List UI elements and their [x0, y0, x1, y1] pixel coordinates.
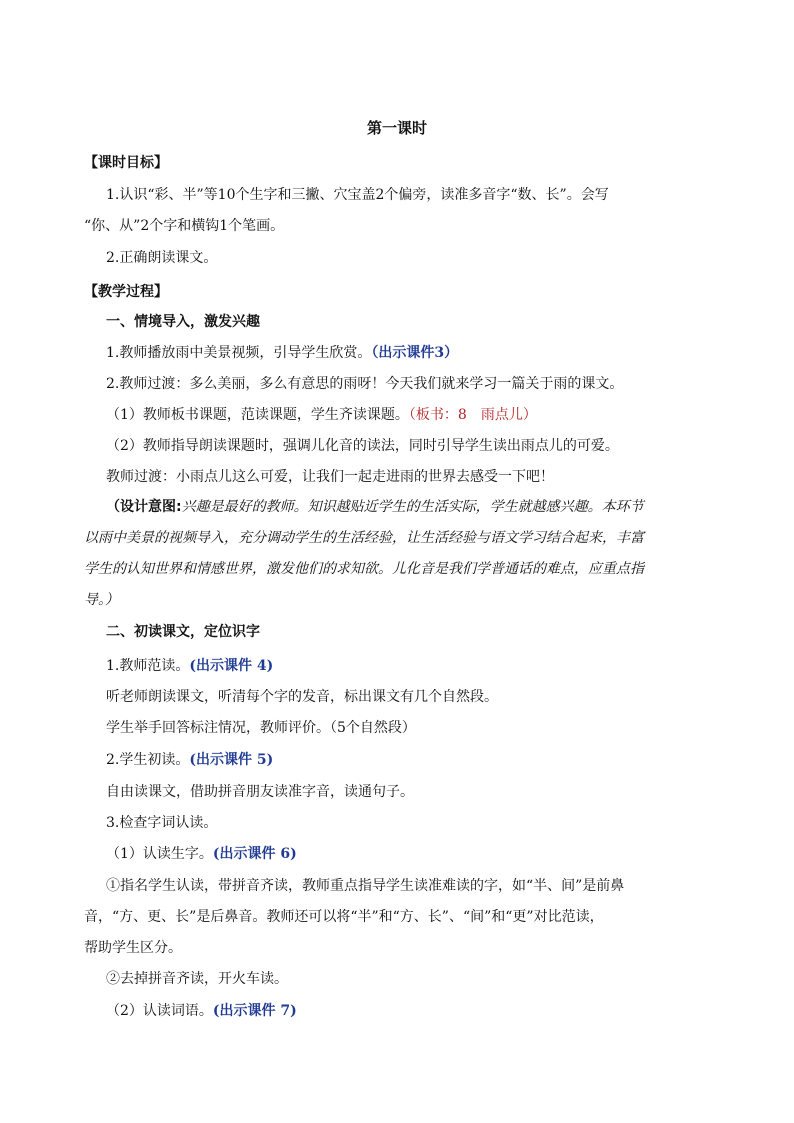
objective-1-line-1: 1.认识“彩、半”等10个生字和三撇、穴宝盖2个偏旁，读准多音字“数、长”。会写	[106, 187, 609, 203]
step-m1-text: 1.教师范读。	[106, 658, 190, 674]
step-m2: 听老师朗读课文，听清每个字的发音，标出课文有几个自然段。	[106, 689, 498, 705]
courseware-tag: (出示课件 5)	[189, 752, 274, 768]
step-2-2: （2）教师指导朗读课题时，强调儿化音的读法，同时引导学生读出雨点儿的可爱。	[106, 438, 619, 454]
step-m1	[106, 656, 273, 676]
subsection-heading-1: 一、情境导入，激发兴趣	[106, 314, 260, 330]
step-2-1	[106, 405, 537, 425]
step-1	[106, 343, 458, 363]
design-intent-label: （设计意图:	[106, 499, 182, 515]
design-intent-line-4: 导。）	[84, 592, 119, 608]
courseware-tag: (出示课件 6)	[212, 846, 297, 862]
page-title: 第一课时	[366, 119, 427, 137]
step-m6: 3.检查字词认读。	[106, 815, 218, 831]
step-m10-text: （2）认读词语。	[106, 1003, 213, 1019]
design-intent-line-2: 以雨中美景的视频导入，充分调动学生的生活经验，让生活经验与语文学习结合起来，丰富	[84, 530, 644, 546]
section-heading-process: 【教学过程】	[84, 284, 168, 300]
step-2-1-text: （1）教师板书课题，范读课题，学生齐读课题。	[106, 407, 409, 423]
step-m4-text: 2.学生初读。	[106, 752, 190, 768]
step-m3: 学生举手回答标注情况，教师评价。（5个自然段）	[106, 720, 416, 736]
step-1-text: 1.教师播放雨中美景视频，引导学生欣赏。	[106, 345, 372, 361]
subsection-heading-2: 二、初读课文，定位识字	[106, 624, 260, 640]
step-m7-text: （1）认读生字。	[106, 846, 213, 862]
teacher-transition: 教师过渡：小雨点儿这么可爱，让我们一起走进雨的世界去感受一下吧！	[106, 469, 554, 485]
step-m7	[106, 844, 297, 864]
step-m5: 自由读课文，借助拼音朋友读准字音，读通句子。	[106, 784, 414, 800]
step-m8-line-2: 音，“方、更、长”是后鼻音。教师还可以将“半”和“方、长”、“间”和“更”对比范读，	[84, 909, 604, 925]
design-intent-text-1: 兴趣是最好的教师。知识越贴近学生的生活实际，学生就越感兴趣。本环节	[181, 499, 644, 515]
step-m4	[106, 750, 273, 770]
objective-2: 2.正确朗读课文。	[106, 250, 218, 266]
objective-1-line-2: “你、从”2个字和横钩1个笔画。	[84, 218, 285, 234]
design-intent-line-1	[106, 497, 644, 517]
section-heading-objectives: 【课时目标】	[84, 155, 168, 171]
step-m8-line-1: ①指名学生认读，带拼音齐读，教师重点指导学生读准难读的字，如“半、间”是前鼻	[106, 878, 625, 894]
step-2: 2.教师过渡：多么美丽，多么有意思的雨呀！今天我们就来学习一篇关于雨的课文。	[106, 376, 624, 392]
step-m8-line-3: 帮助学生区分。	[84, 940, 182, 956]
step-m10	[106, 1001, 297, 1021]
blackboard-tag: （板书：8 雨点儿）	[408, 407, 537, 423]
courseware-tag: （出示课件3）	[371, 345, 459, 361]
step-m9: ②去掉拼音齐读，开火车读。	[106, 971, 288, 987]
courseware-tag: (出示课件 7)	[212, 1003, 297, 1019]
design-intent-line-3: 学生的认知世界和情感世界，激发他们的求知欲。儿化音是我们学普通话的难点，应重点指	[84, 561, 644, 577]
courseware-tag: (出示课件 4)	[189, 658, 274, 674]
